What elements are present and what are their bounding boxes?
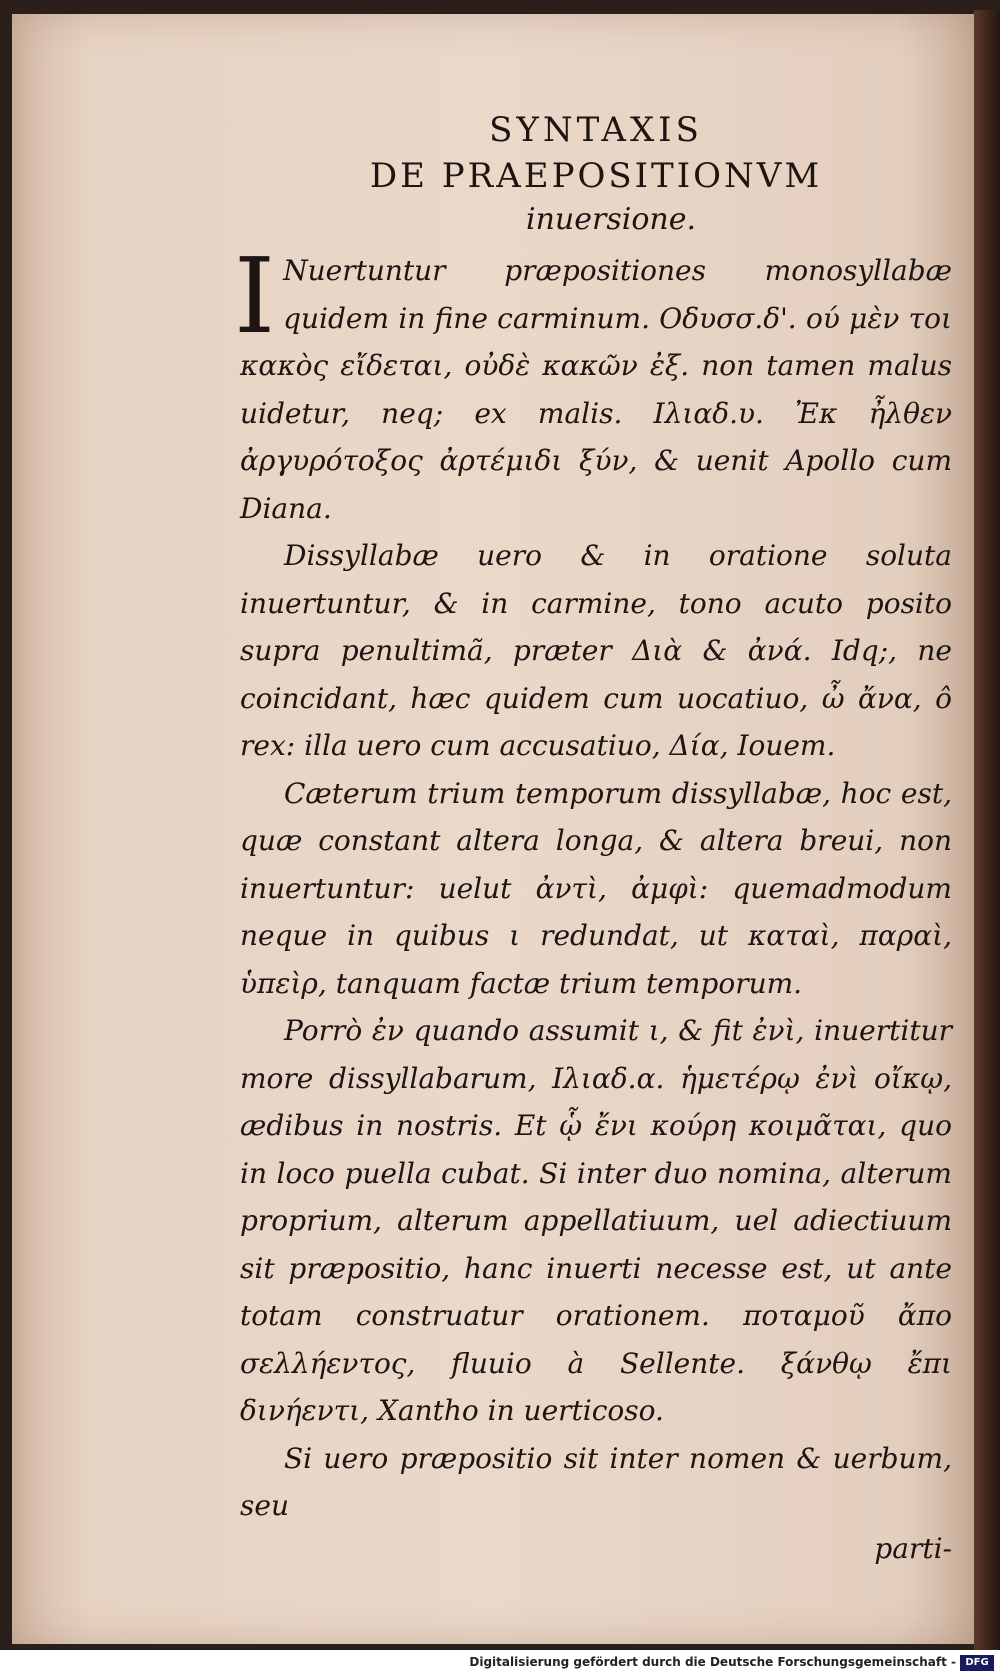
section-title: DE PRAEPOSITIONVM xyxy=(369,156,823,196)
catchword: parti- xyxy=(874,1531,952,1565)
paragraph-3: Cæterum trium temporum dissyllabæ, hoc est, quæ constant altera longa, & altera breui, non inuertuntur: uelut ἀντὶ, ἀμφὶ: quemadmodum neque in quibus ι redundat, ut καταὶ, παραὶ, ὑπεὶρ, tanquam factæ trium temporum. xyxy=(240,776,952,1000)
dfg-logo-icon: DFG xyxy=(960,1655,994,1671)
running-title: SYNTAXIS xyxy=(489,110,703,150)
paragraph-1: Nuertuntur præpositiones monosyllabæ quidem in fine carminum. Οδυσσ.δ'. ού μὲν τοι κακὸς εἴδεται, οὐδὲ κακῶν ἐξ. non tamen malus uidetur, neq; ex malis. Ιλιαδ.υ. Ἐκ ἦλθεν ἀργυρότοξος ἀρτέμιδι ξύν, & uenit Apollo cum Diana. xyxy=(240,254,952,525)
paragraph-4: Porrò ἐν quando assumit ι, & fit ἐνὶ, inuertitur more dissyllabarum, Ιλιαδ.α. ἡμετέρῳ ἐνὶ οἴκῳ, ædibus in nostris. Et ᾧ ἔνι κούρη κοιμᾶται, quo in loco puella cubat. Si inter duo nomina, alterum proprium, alterum appellatiuum, uel adiectiuum sit præpositio, hanc inuerti necesse est, ut ante totam construatur orationem. ποταμοῦ ἄπο σελλήεντος, fluuio à Sellente. ξάνθῳ ἔπι δινήεντι, Xantho in uerticoso. xyxy=(240,1014,952,1427)
drop-cap: I xyxy=(234,235,276,357)
footer-bar xyxy=(0,1652,1000,1676)
page-text xyxy=(234,92,952,1565)
paragraph-5: Si uero præpositio sit inter nomen & uerbum, seu xyxy=(240,1441,952,1522)
section-subtitle: inuersione. xyxy=(526,202,696,237)
footer-credit: Digitalisierung gefördert durch die Deutsche Forschungsgemeinschaft - xyxy=(469,1655,956,1669)
first-paragraph-wrap xyxy=(234,235,952,532)
paragraph-2: Dissyllabæ uero & in oratione soluta inuertuntur, & in carmine, tono acuto posito supra penultimã, præter Διὰ & ἀνά. Idq;, ne coincidant, hæc quidem cum uocatiuo, ὦ ἄνα, ô rex: illa uero cum accusatiuo, Δία, Iouem. xyxy=(240,539,952,762)
book-edge xyxy=(974,10,1000,1650)
